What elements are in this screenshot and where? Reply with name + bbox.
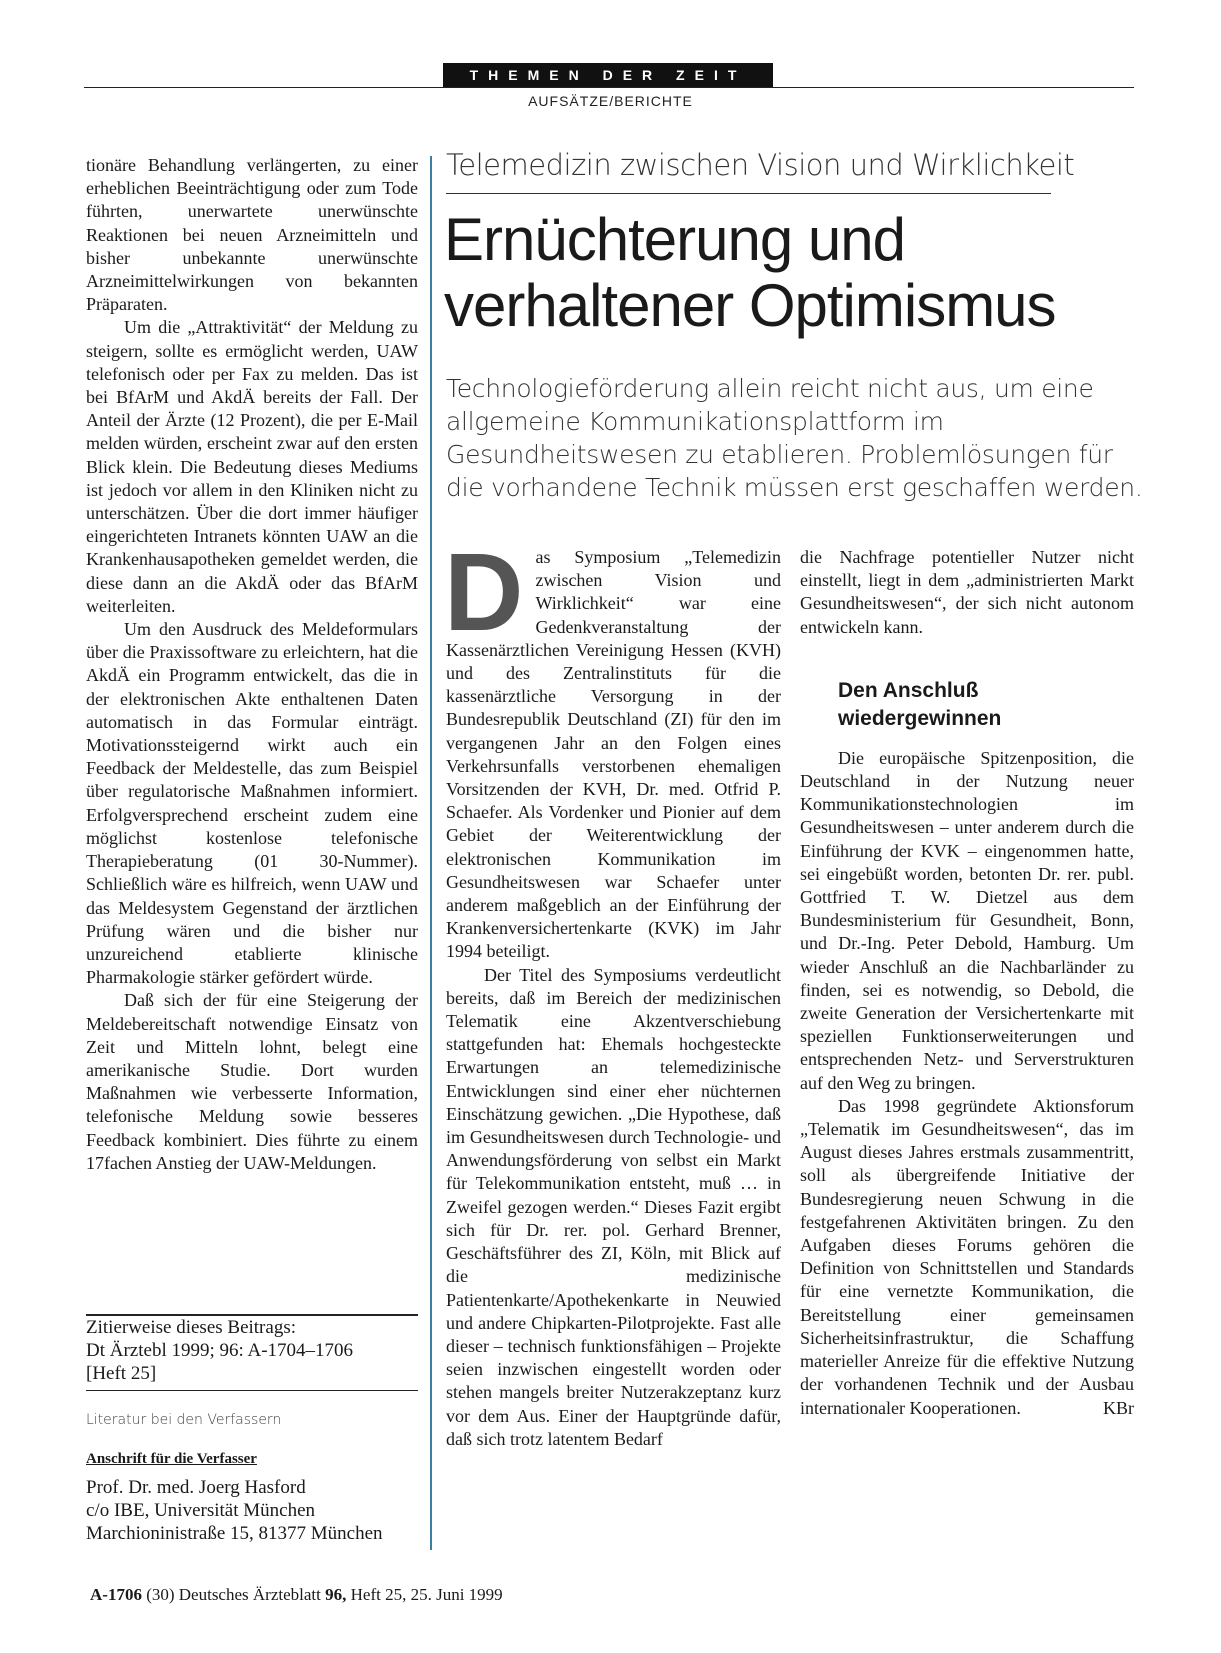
- subheading-line-2: wiedergewinnen: [838, 706, 1002, 730]
- address-street: Marchioninistraße 15, 81377 München: [86, 1523, 383, 1544]
- address-heading: Anschrift für die Verfasser: [86, 1451, 257, 1467]
- citation-label: Zitierweise dieses Beitrags:: [86, 1317, 296, 1338]
- column-divider: [430, 156, 432, 1550]
- col1-paragraph-2: Um die „Attraktivität“ der Meldung zu steigern, sollte es ermöglicht werden, UAW telefonisch oder per Fax zu melden. Das ist bei BfArM und AkdÄ bereits der Fall. Der Anteil der Ärzte (12 Prozent), die per E-Mail melden würden, erscheint zwar auf den ersten Blick klein. Die Bedeutung dieses Mediums ist jedoch vor allem in den Kliniken nicht zu unterschätzen. Über die dort immer häufiger eingerichteten Intranets könnten UAW an die Krankenhausapotheken gemeldet werden, die diese dann an die AkdÄ oder das BfArM weiterleiten.: [86, 317, 418, 616]
- headline-line-1: Ernüchterung und: [444, 206, 906, 273]
- column-1: [86, 154, 418, 1175]
- col2-paragraph-1: [444, 531, 781, 964]
- footer-issue: Heft 25, 25. Juni 1999: [350, 1585, 503, 1604]
- col3-paragraph-3: [800, 1095, 1134, 1420]
- headline-line-2: verhaltener Optimismus: [444, 272, 1056, 339]
- subheading-line-1: Den Anschluß: [838, 678, 979, 702]
- kicker-rule: [446, 193, 1051, 194]
- col3-paragraph-2: Die europäische Spitzenposition, die Deutschland in der Nutzung neuer Kommunikationstechnologien im Gesundheitswesen – unter anderem durch die Einführung der KVK – eingenommen hatte, sei eingebüßt worden, betonten Dr. rer. publ. Gottfried T. W. Dietzel aus dem Bundesministerium für Gesundheit, Bonn, und Dr.-Ing. Peter Debold, Hamburg. Um wieder Anschluß an die Nachbarländer zu finden, sei es notwendig, so Debold, die zweite Generation der Versichertenkarte mit speziellen Funktionserweiterungen und entsprechenden Netz- und Serverstrukturen auf den Weg zu bringen.: [800, 747, 1134, 1093]
- subheading: [838, 677, 1134, 733]
- article-deck: Technologieförderung allein reicht nicht aus, um eine allgemeine Kommunikationsplattform im Gesundheitswesen zu etablieren. Problemlösungen für die vorhandene Technik müssen erst geschaffen werden.: [446, 374, 1143, 502]
- citation-issue: [Heft 25]: [86, 1363, 157, 1384]
- col2-paragraph-1-text: as Symposium „Telemedizin zwischen Vision und Wirklichkeit“ war eine Gedenkveranstaltung der Kassenärztlichen Vereinigung Hessen (KVH) und des Zentralinstituts für die kassenärztliche Versorgung in der Bundesrepublik Deutschland (ZI) für den im vergangenen Jahr an den Folgen eines Verkehrsunfalls verstorbenen ehemaligen Vorsitzenden der KVH, Dr. med. Otfrid P. Schaefer. Als Vordenker und Pionier auf dem Gebiet der Weiterentwicklung der elektronischen Kommunikation im Gesundheitswesen war Schaefer unter anderem maßgeblich an der Einführung der Krankenversichertenkarte (KVK) im Jahr 1994 beteiligt.: [446, 547, 781, 962]
- footer-volume: 96,: [325, 1585, 347, 1604]
- page-footer: [90, 1585, 503, 1605]
- col2-paragraph-2: Der Titel des Symposiums verdeutlicht bereits, daß im Bereich der medizinischen Telematik eine Akzentverschiebung stattgefunden hat: Ehemals hochgesteckte Erwartungen an telemedizinische Entwicklungen sind einer eher nüchternen Einschätzung gewichen. „Die Hypothese, daß im Gesundheitswesen durch Technologie- und Anwendungsförderung von selbst ein Markt für Telekommunikation entsteht, muß … in Zweifel gezogen werden.“ Dieses Fazit ergibt sich für Dr. rer. pol. Gerhard Brenner, Geschäftsführer des ZI, Köln, mit Blick auf die medizinische Patientenkarte/Apothekenkarte in Neuwied und andere Chipkarten-Pilotprojekte. Fast alle dieser – technisch funktionsfähigen – Projekte seien inzwischen eingestellt worden oder stehen mangels breiter Nutzerakzeptanz kurz vor dem Aus. Einer der Hauptgründe dafür, daß sich trotz latentem Bedarf: [446, 964, 781, 1449]
- footer-journal: (30) Deutsches Ärzteblatt: [146, 1585, 321, 1604]
- address-institution: c/o IBE, Universität München: [86, 1500, 316, 1521]
- col3-paragraph-1: die Nachfrage potentieller Nutzer nicht einstellt, liegt in dem „administrierten Markt Gesundheitswesen“, der sich nicht autonom entwickeln kann.: [800, 547, 1134, 637]
- address-name: Prof. Dr. med. Joerg Hasford: [86, 1477, 306, 1498]
- col1-paragraph-4: Daß sich der für eine Steigerung der Meldebereitschaft notwendige Einsatz von Zeit und Mitteln lohnt, belegt eine amerikanische Studie. Dort wurden Maßnahmen wie verbesserte Information, telefonische Meldung sowie besseres Feedback kombiniert. Dies führte zu einem 17fachen Anstieg der UAW-Meldungen.: [86, 990, 418, 1173]
- citation-block: [86, 1316, 418, 1385]
- column-2: [444, 531, 781, 1451]
- col1-paragraph-1: tionäre Behandlung verlängerten, zu einer erheblichen Beeinträchtigung oder zum Tode führten, unerwartete unerwünschte Reaktionen bei neuen Arzneimitteln und bisher unbekannte unerwünschte Arzneimittelwirkungen von bekannten Präparaten.: [86, 155, 418, 315]
- citation-ref: Dt Ärztebl 1999; 96: A-1704–1706: [86, 1340, 354, 1361]
- article-headline: [444, 207, 1144, 339]
- column-3: [800, 546, 1134, 1420]
- article-kicker: Telemedizin zwischen Vision und Wirklichkeit: [446, 148, 1075, 182]
- citation-rule-bottom: [86, 1390, 418, 1391]
- literature-note: Literatur bei den Verfassern: [86, 1412, 282, 1428]
- col3-paragraph-3-text: Das 1998 gegründete Aktionsforum „Telematik im Gesundheitswesen“, das im August dieses Jahres erstmals zusammentritt, soll als übergreifende Initiative der Bundesregierung neuen Schwung in die festgefahrenen Aktivitäten bringen. Zu den Aufgaben dieses Forums gehören die Definition von Schnittstellen und Standards für eine vernetzte Kommunikation, die Bereitstellung einer gemeinsamen Sicherheitsinfrastruktur, die Schaffung materieller Anreize für die effektive Nutzung der vorhandenen Technik und der Ausbau internationaler Kooperationen.: [800, 1095, 1134, 1418]
- col1-paragraph-3: Um den Ausdruck des Meldeformulars über die Praxissoftware zu erleichtern, hat die AkdÄ ein Programm entwickelt, das die in der elektronischen Akte enthaltenen Daten automatisch in das Formular einträgt. Motivationssteigernd wirkt auch ein Feedback der Meldestelle, das zum Beispiel über regulatorische Maßnahmen informiert. Erfolgversprechend erscheint zudem eine möglichst kostenlose telefonische Therapieberatung (01 30-Nummer). Schließlich wäre es hilfreich, wenn UAW und das Meldesystem Gegenstand der ärztlichen Prüfung wären und die bisher nur unzureichend etablierte klinische Pharmakologie stärker gefördert würde.: [86, 619, 418, 988]
- drop-cap: D: [444, 531, 524, 654]
- page-number: A-1706: [90, 1585, 142, 1604]
- author-address: [86, 1476, 418, 1545]
- author-initials: KBr: [1103, 1397, 1134, 1418]
- header-rule: [84, 87, 1134, 88]
- subsection-label: AUFSÄTZE/BERICHTE: [528, 93, 693, 109]
- section-label: THEMEN DER ZEIT: [443, 63, 773, 87]
